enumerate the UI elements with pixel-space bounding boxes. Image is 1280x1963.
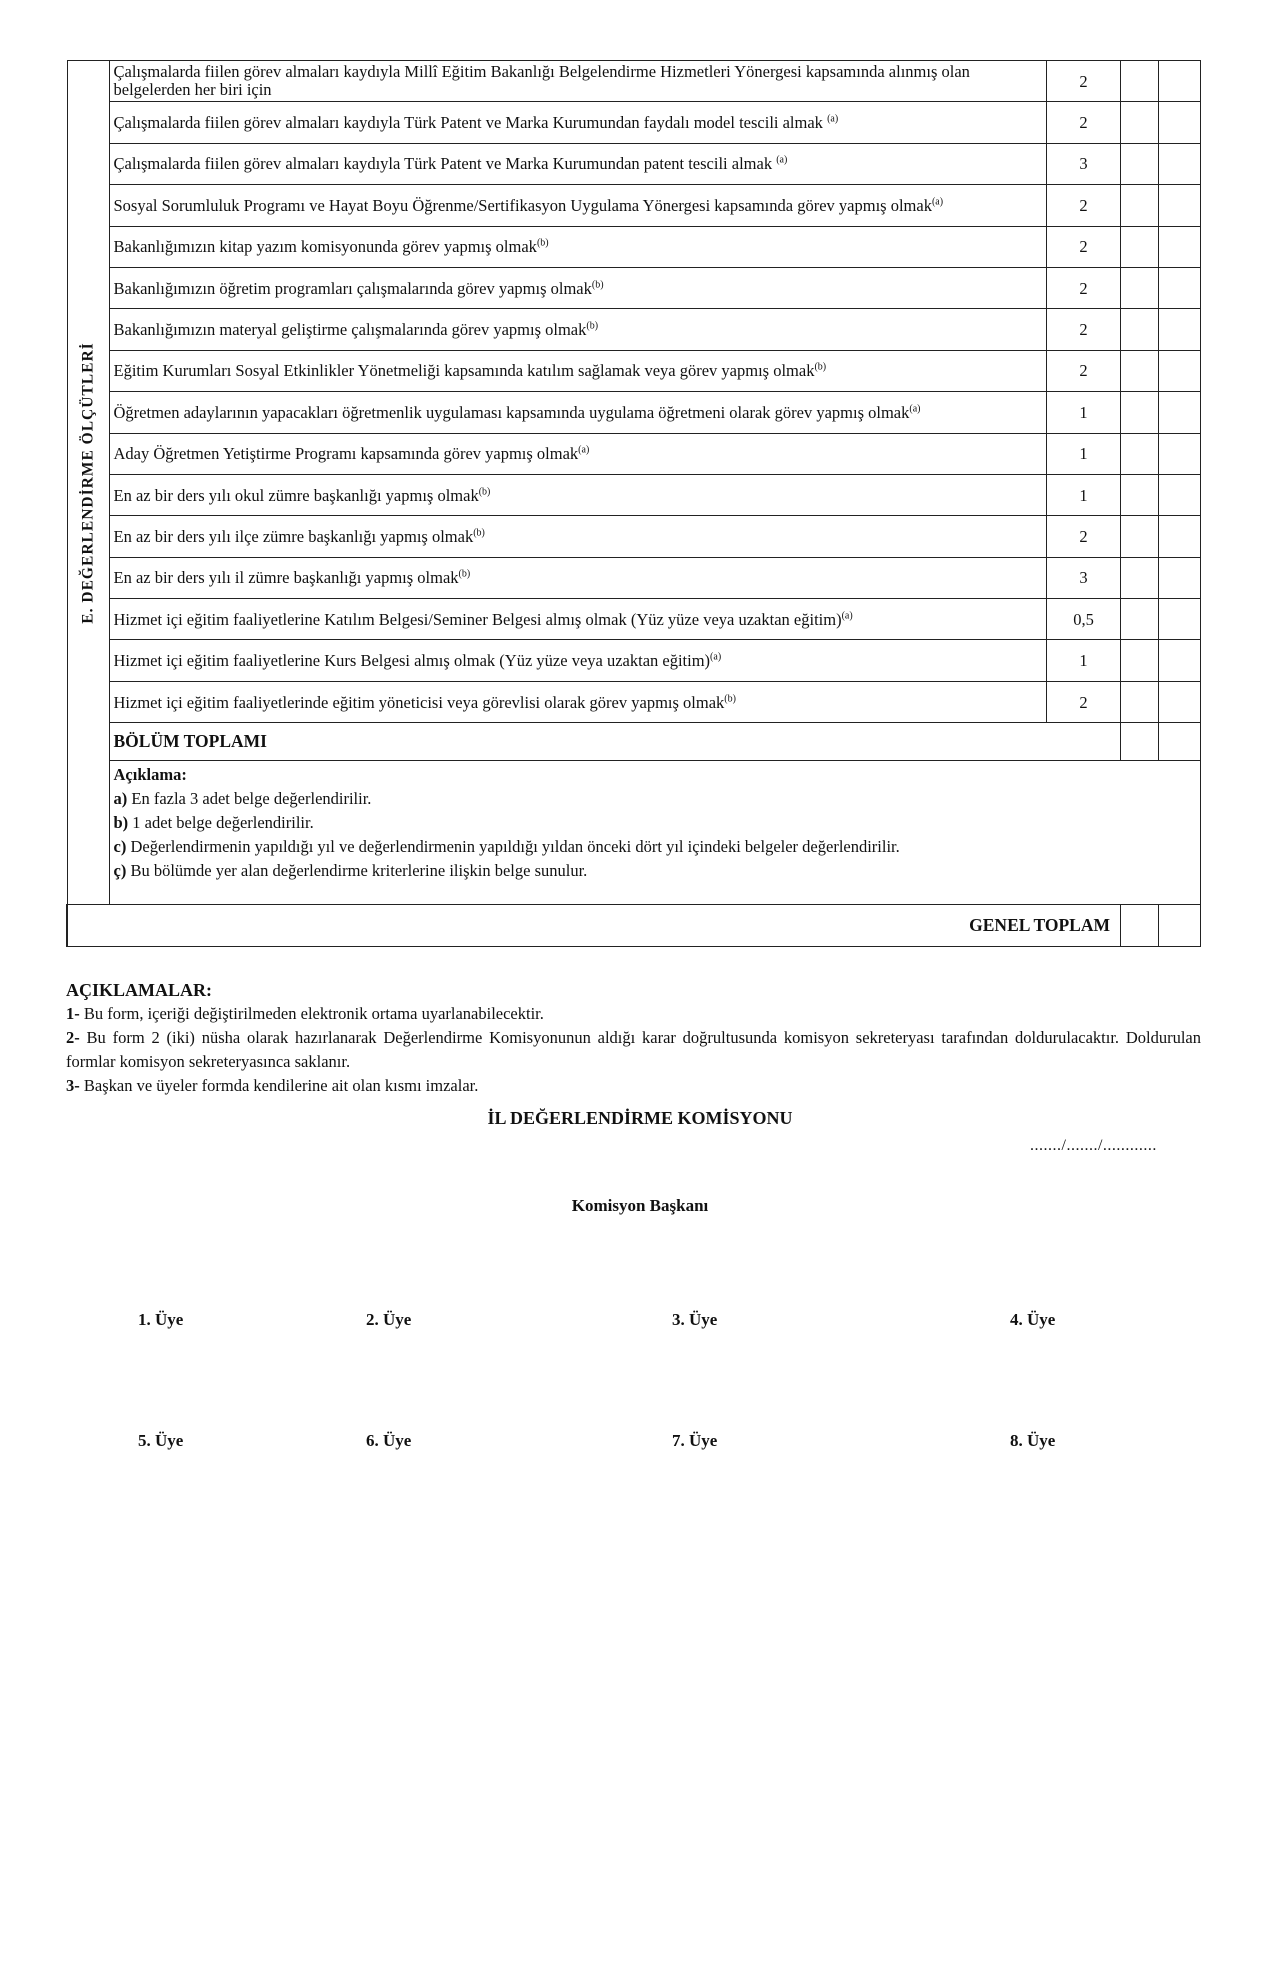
criteria-text: Aday Öğretmen Yetiştirme Programı kapsamında görev yapmış olmak$^{(a)}$ (109, 433, 1047, 474)
applicant-score-cell[interactable] (1121, 516, 1159, 557)
section-notes (109, 761, 1201, 905)
notes-title: Açıklama: (113, 765, 187, 785)
criteria-row (67, 516, 1201, 557)
criteria-text: Hizmet içi eğitim faaliyetlerine Katılım Belgesi/Seminer Belgesi almış olmak (Yüz yüze veya uzaktan eğitim)$^{(a)}$ (109, 599, 1047, 640)
criteria-points: 2 (1047, 350, 1121, 391)
commission-score-cell[interactable] (1159, 474, 1201, 515)
section-label: E. DEĞERLENDİRME ÖLÇÜTLERİ (79, 341, 97, 624)
criteria-points: 2 (1047, 681, 1121, 722)
commission-score-cell[interactable] (1159, 640, 1201, 681)
criteria-row (67, 102, 1201, 143)
member-2: 2. Üye (366, 1310, 412, 1329)
commission-score-cell[interactable] (1159, 61, 1201, 102)
criteria-points: 2 (1047, 226, 1121, 267)
criteria-text: Hizmet içi eğitim faaliyetlerinde eğitim yöneticisi veya görevlisi olarak görev yapmış olmak$^{(b)}$ (109, 681, 1047, 722)
section-total-label: BÖLÜM TOPLAMI (109, 723, 1121, 761)
member-8: 8. Üye (1010, 1431, 1056, 1450)
criteria-text: Çalışmalarda fiilen görev almaları kaydıyla Türk Patent ve Marka Kurumundan faydalı model tescili almak $^{(a)}$ (109, 102, 1047, 143)
applicant-score-cell[interactable] (1121, 102, 1159, 143)
explanation-item: 1- Bu form, içeriği değiştirilmeden elektronik ortama uyarlanabilecektir. (66, 1004, 544, 1023)
criteria-text: Eğitim Kurumları Sosyal Etkinlikler Yönetmeliği kapsamında katılım sağlamak veya görev yapmış olmak$^{(b)}$ (109, 350, 1047, 391)
criteria-row (67, 61, 1201, 102)
criteria-points: 1 (1047, 433, 1121, 474)
grand-total-row (67, 905, 1201, 947)
explanations (66, 978, 1201, 1098)
criteria-text: Hizmet içi eğitim faaliyetlerine Kurs Belgesi almış olmak (Yüz yüze veya uzaktan eğitim)$^{(a)}$ (109, 640, 1047, 681)
criteria-row (67, 185, 1201, 226)
applicant-score-cell[interactable] (1121, 226, 1159, 267)
applicant-score-cell[interactable] (1121, 392, 1159, 433)
criteria-text: Bakanlığımızın kitap yazım komisyonunda görev yapmış olmak$^{(b)}$ (109, 226, 1047, 267)
criteria-points: 1 (1047, 392, 1121, 433)
explanation-item: 2- Bu form 2 (iki) nüsha olarak hazırlanarak Değerlendirme Komisyonunun aldığı karar doğrultusunda komisyon sekreteryası tarafından doldurulacaktır. Doldurulan formlar komisyon sekreteryasınca saklanır. (66, 1028, 1201, 1071)
criteria-points: 2 (1047, 516, 1121, 557)
note-item: ç) Bu bölümde yer alan değerlendirme kriterlerine ilişkin belge sunulur. (113, 861, 588, 881)
note-item: b) 1 adet belge değerlendirilir. (113, 813, 314, 833)
section-label-cell (67, 61, 109, 905)
criteria-row (67, 392, 1201, 433)
criteria-text: En az bir ders yılı il zümre başkanlığı yapmış olmak$^{(b)}$ (109, 557, 1047, 598)
criteria-text: En az bir ders yılı okul zümre başkanlığı yapmış olmak$^{(b)}$ (109, 474, 1047, 515)
applicant-score-cell[interactable] (1121, 640, 1159, 681)
criteria-row (67, 681, 1201, 722)
criteria-points: 3 (1047, 557, 1121, 598)
section-total-applicant-cell[interactable] (1121, 723, 1159, 761)
commission-score-cell[interactable] (1159, 102, 1201, 143)
applicant-score-cell[interactable] (1121, 143, 1159, 184)
criteria-text: Bakanlığımızın materyal geliştirme çalışmalarında görev yapmış olmak$^{(b)}$ (109, 309, 1047, 350)
grand-total-label: GENEL TOPLAM (67, 905, 1121, 947)
explanations-title: AÇIKLAMALAR: (66, 980, 212, 1000)
commission-score-cell[interactable] (1159, 309, 1201, 350)
commission-score-cell[interactable] (1159, 392, 1201, 433)
note-item: c) Değerlendirmenin yapıldığı yıl ve değerlendirmenin yapıldığı yıldan önceki dört yıl içindeki belgeler değerlendirilir. (113, 837, 900, 857)
member-3: 3. Üye (672, 1310, 718, 1329)
commission-chair: Komisyon Başkanı (571, 1196, 709, 1215)
commission-score-cell[interactable] (1159, 681, 1201, 722)
applicant-score-cell[interactable] (1121, 433, 1159, 474)
commission-title: İL DEĞERLENDİRME KOMİSYONU (487, 1108, 793, 1128)
criteria-points: 3 (1047, 143, 1121, 184)
member-1: 1. Üye (138, 1310, 184, 1329)
commission-score-cell[interactable] (1159, 350, 1201, 391)
member-7: 7. Üye (672, 1431, 718, 1450)
explanation-item: 3- Başkan ve üyeler formda kendilerine ait olan kısmı imzalar. (66, 1076, 479, 1095)
applicant-score-cell[interactable] (1121, 474, 1159, 515)
commission-score-cell[interactable] (1159, 267, 1201, 308)
member-6: 6. Üye (366, 1431, 412, 1450)
commission-score-cell[interactable] (1159, 185, 1201, 226)
criteria-row (67, 474, 1201, 515)
criteria-row (67, 143, 1201, 184)
commission-score-cell[interactable] (1159, 599, 1201, 640)
criteria-row (67, 350, 1201, 391)
criteria-table-frame (66, 60, 1201, 972)
criteria-text: En az bir ders yılı ilçe zümre başkanlığı yapmış olmak$^{(b)}$ (109, 516, 1047, 557)
commission-score-cell[interactable] (1159, 557, 1201, 598)
criteria-row (67, 267, 1201, 308)
commission-score-cell[interactable] (1159, 433, 1201, 474)
applicant-score-cell[interactable] (1121, 309, 1159, 350)
applicant-score-cell[interactable] (1121, 350, 1159, 391)
commission-score-cell[interactable] (1159, 143, 1201, 184)
criteria-points: 2 (1047, 309, 1121, 350)
applicant-score-cell[interactable] (1121, 599, 1159, 640)
criteria-row (67, 557, 1201, 598)
section-total-commission-cell[interactable] (1159, 723, 1201, 761)
criteria-points: 2 (1047, 267, 1121, 308)
applicant-score-cell[interactable] (1121, 185, 1159, 226)
applicant-score-cell[interactable] (1121, 61, 1159, 102)
criteria-text: Çalışmalarda fiilen görev almaları kaydıyla Millî Eğitim Bakanlığı Belgelendirme Hizmetleri Yönergesi kapsamında alınmış olan belgelerden her biri için (109, 61, 1047, 102)
note-item: a) En fazla 3 adet belge değerlendirilir. (113, 789, 372, 809)
criteria-points: 0,5 (1047, 599, 1121, 640)
date-field[interactable]: ......./......./............ (1030, 1137, 1157, 1154)
applicant-score-cell[interactable] (1121, 267, 1159, 308)
criteria-row (67, 599, 1201, 640)
member-4: 4. Üye (1010, 1310, 1056, 1329)
criteria-row (67, 226, 1201, 267)
criteria-row (67, 433, 1201, 474)
applicant-score-cell[interactable] (1121, 557, 1159, 598)
criteria-points: 2 (1047, 185, 1121, 226)
applicant-score-cell[interactable] (1121, 681, 1159, 722)
grand-total-commission-cell[interactable] (1159, 905, 1201, 947)
criteria-row (67, 640, 1201, 681)
criteria-row (67, 309, 1201, 350)
section-total-row (67, 723, 1201, 761)
commission-score-cell[interactable] (1159, 226, 1201, 267)
criteria-points: 2 (1047, 61, 1121, 102)
criteria-points: 1 (1047, 640, 1121, 681)
criteria-points: 1 (1047, 474, 1121, 515)
criteria-text: Çalışmalarda fiilen görev almaları kaydıyla Türk Patent ve Marka Kurumundan patent tescili almak $^{(a)}$ (109, 143, 1047, 184)
criteria-text: Sosyal Sorumluluk Programı ve Hayat Boyu Öğrenme/Sertifikasyon Uygulama Yönergesi kapsamında görev yapmış olmak$^{(a)}$ (109, 185, 1047, 226)
section-notes-row (67, 761, 1201, 905)
criteria-table (66, 60, 1201, 947)
criteria-text: Öğretmen adaylarının yapacakları öğretmenlik uygulaması kapsamında uygulama öğretmeni olarak görev yapmış olmak$^{(a)}$ (109, 392, 1047, 433)
criteria-points: 2 (1047, 102, 1121, 143)
commission-score-cell[interactable] (1159, 516, 1201, 557)
grand-total-applicant-cell[interactable] (1121, 905, 1159, 947)
criteria-text: Bakanlığımızın öğretim programları çalışmalarında görev yapmış olmak$^{(b)}$ (109, 267, 1047, 308)
member-5: 5. Üye (138, 1431, 184, 1450)
